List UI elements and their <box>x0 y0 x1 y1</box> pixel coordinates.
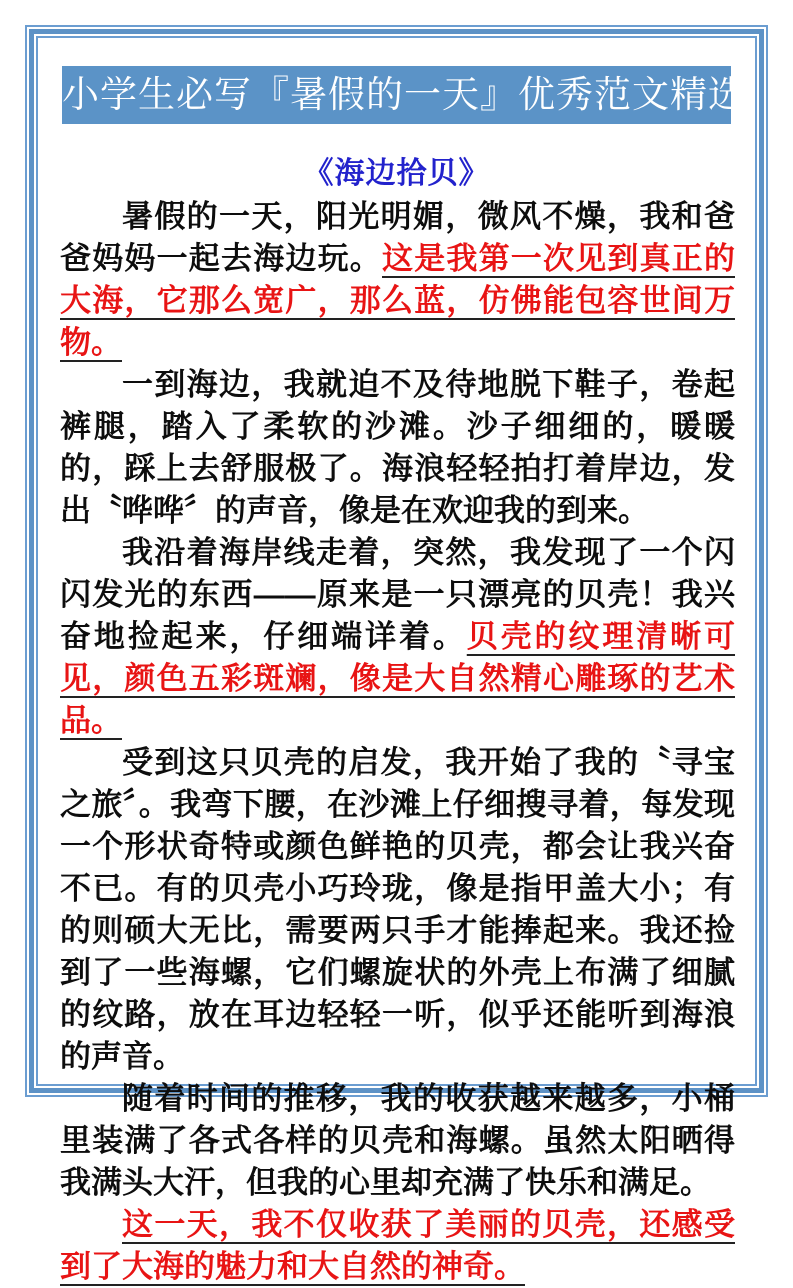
decorative-border-outer <box>25 25 768 1284</box>
essay-paragraph <box>60 532 735 742</box>
decorative-border-middle <box>29 29 764 1284</box>
essay-paragraph <box>60 1078 735 1204</box>
highlighted-text-segment: 这是我第一次见到真正的大海，它那么宽广，那么蓝，仿佛能包容世间万物。 <box>60 241 735 360</box>
highlighted-text-segment: 贝壳的纹理清晰可见，颜色五彩斑斓，像是大自然精心雕琢的艺术品。 <box>60 619 736 738</box>
text-segment: 一到海边，我就迫不及待地脱下鞋子，卷起裤腿，踏入了柔软的沙滩。沙子细细的，暖暖的，踩上去舒服极了。海浪轻轻拍打着岸边，发出〝哗哗〞的声音，像是在欢迎我的到来。 <box>60 367 735 528</box>
highlighted-text-segment: 这一天，我不仅收获了美丽的贝壳，还感受到了大海的魅力和大自然的神奇。 <box>60 1207 735 1284</box>
essay-paragraph <box>60 742 735 1078</box>
essay-paragraph <box>60 1204 735 1288</box>
essay-paragraph <box>60 364 735 532</box>
text-segment: 我沿着海岸线走着，突然，我发现了一个闪闪发光的东西——原来是一只漂亮的贝壳！我兴奋地捡起来，仔细端详着。 <box>60 535 735 654</box>
header-banner-title: 小学生必写『暑假的一天』优秀范文精选 <box>62 73 746 116</box>
essay-title: 《海边拾贝》 <box>303 157 490 190</box>
text-segment: 受到这只贝壳的启发，我开始了我的〝寻宝之旅〞。我弯下腰，在沙滩上仔细搜寻着，每发现一个形状奇特或颜色鲜艳的贝壳，都会让我兴奋不已。有的贝壳小巧玲珑，像是指甲盖大小；有的则硕大无比，需要两只手才能捧起来。我还捡到了一些海螺，它们螺旋状的外壳上布满了细腻的纹路，放在耳边轻轻一听，似乎还能听到海浪的声音。 <box>60 745 735 1074</box>
decorative-border-inner <box>36 36 757 1284</box>
page-content <box>38 38 755 1284</box>
header-banner <box>62 66 746 124</box>
essay-body <box>38 196 755 1288</box>
text-segment: 随着时间的推移，我的收获越来越多，小桶里装满了各式各样的贝壳和海螺。虽然太阳晒得我满头大汗，但我的心里却充满了快乐和满足。 <box>60 1081 735 1200</box>
essay-paragraph <box>60 196 735 364</box>
text-segment: 暑假的一天，阳光明媚，微风不燥，我和爸爸妈妈一起去海边玩。 <box>60 199 735 276</box>
